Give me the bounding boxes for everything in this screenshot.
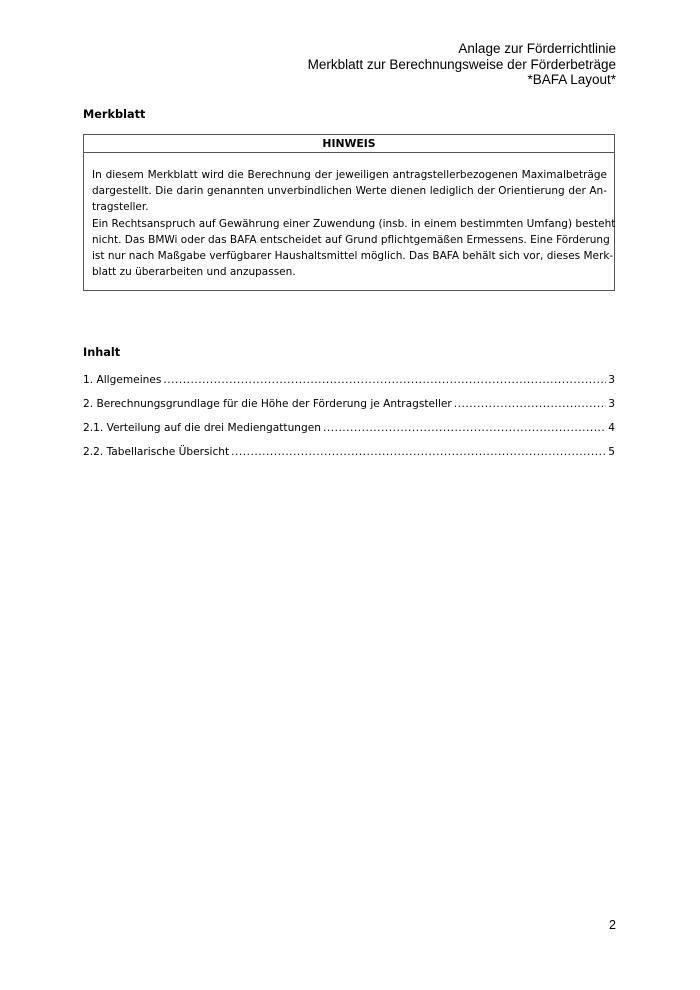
notice-line: blatt zu überarbeiten und anzupassen. [92,266,296,279]
toc-leader-dots [163,372,606,388]
toc-heading: Inhalt [83,346,121,359]
toc-entry-label: 2. Berechnungsgrundlage für die Höhe der Förderung je Antragsteller [83,398,452,410]
header-line-3: *BAFA Layout* [527,72,616,87]
toc-leader-dots [454,396,606,412]
toc-entry-page: 3 [608,398,615,410]
merkblatt-heading: Merkblatt [83,108,146,121]
notice-box [83,134,615,291]
notice-title: HINWEIS [84,135,614,153]
toc-entry-page: 3 [608,374,615,386]
toc-entry-label: 1. Allgemeines [83,374,162,386]
toc-entry-label: 2.2. Tabellarische Übersicht [83,446,230,458]
notice-line: ist nur nach Maßgabe verfügbarer Haushaltsmittel möglich. Das BAFA behält sich vor, dieses Merk- [92,250,614,263]
header-line-2: Merkblatt zur Berechnungsweise der Förderbeträge [307,56,616,72]
page-number: 2 [609,918,616,932]
page-header [308,41,616,88]
notice-line: nicht. Das BMWi oder das BAFA entscheidet auf Grund pflichtgemäßen Ermessens. Eine Förderung [92,233,610,246]
notice-line: tragsteller. [92,201,149,214]
toc-entry[interactable] [83,396,615,420]
toc-entry[interactable] [83,372,615,396]
header-line-1: Anlage zur Förderrichtlinie [458,41,616,56]
notice-line: Ein Rechtsanspruch auf Gewährung einer Zuwendung (insb. in einem bestimmten Umfang) besteht [92,217,616,230]
notice-body [92,167,616,280]
toc-entry[interactable] [83,444,615,468]
toc-entry-page: 4 [608,422,615,434]
toc-entry[interactable] [83,420,615,444]
toc-entry-page: 5 [608,446,615,458]
notice-line: dargestellt. Die darin genannten unverbindlichen Werte dienen lediglich der Orientierung der An- [92,185,607,198]
toc-leader-dots [323,420,606,436]
toc-leader-dots [231,444,606,460]
toc-entry-label: 2.1. Verteilung auf die drei Mediengattungen [83,422,321,434]
table-of-contents [83,372,615,468]
notice-line: In diesem Merkblatt wird die Berechnung der jeweiligen antragstellerbezogenen Maximalbeträge [92,169,607,181]
